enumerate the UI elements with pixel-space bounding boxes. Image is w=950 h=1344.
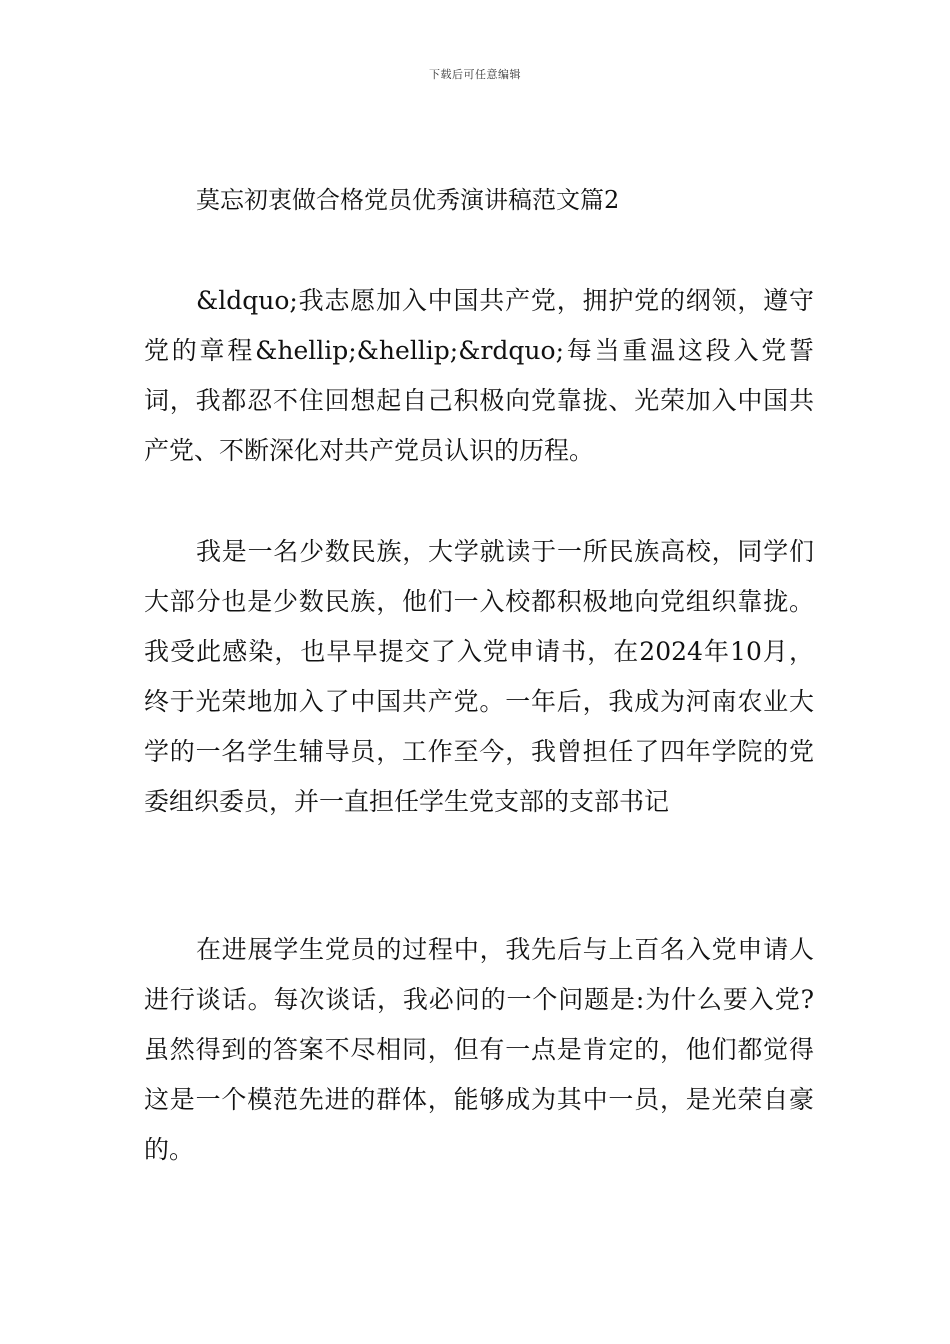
paragraph-interviews: 在进展学生党员的过程中，我先后与上百名入党申请人进行谈话。每次谈话，我必问的一个问题是:为什么要入党?虽然得到的答案不尽相同，但有一点是肯定的，他们都觉得这是一个模范先进的群体，能够成为其中一员，是光荣自豪的。 [144,935,814,1164]
paragraph-background: 我是一名少数民族，大学就读于一所民族高校，同学们大部分也是少数民族，他们一入校都积极地向党组织靠拢。我受此感染，也早早提交了入党申请书，在2024年10月，终于光荣地加入了中国共产党。一年后，我成为河南农业大学的一名学生辅导员，工作至今，我曾担任了四年学院的党委组织委员，并一直担任学生党支部的支部书记 [144,537,814,816]
document-title: 莫忘初衷做合格党员优秀演讲稿范文篇2 [196,186,620,214]
paragraph-oath: &ldquo;我志愿加入中国共产党，拥护党的纲领，遵守党的章程&hellip;&hellip;&rdquo;每当重温这段入党誓词，我都忍不住回想起自己积极向党靠拢、光荣加入中国共产党、不断深化对共产党员认识的历程。 [144,286,814,465]
header-note: 下载后可任意编辑 [429,68,521,81]
